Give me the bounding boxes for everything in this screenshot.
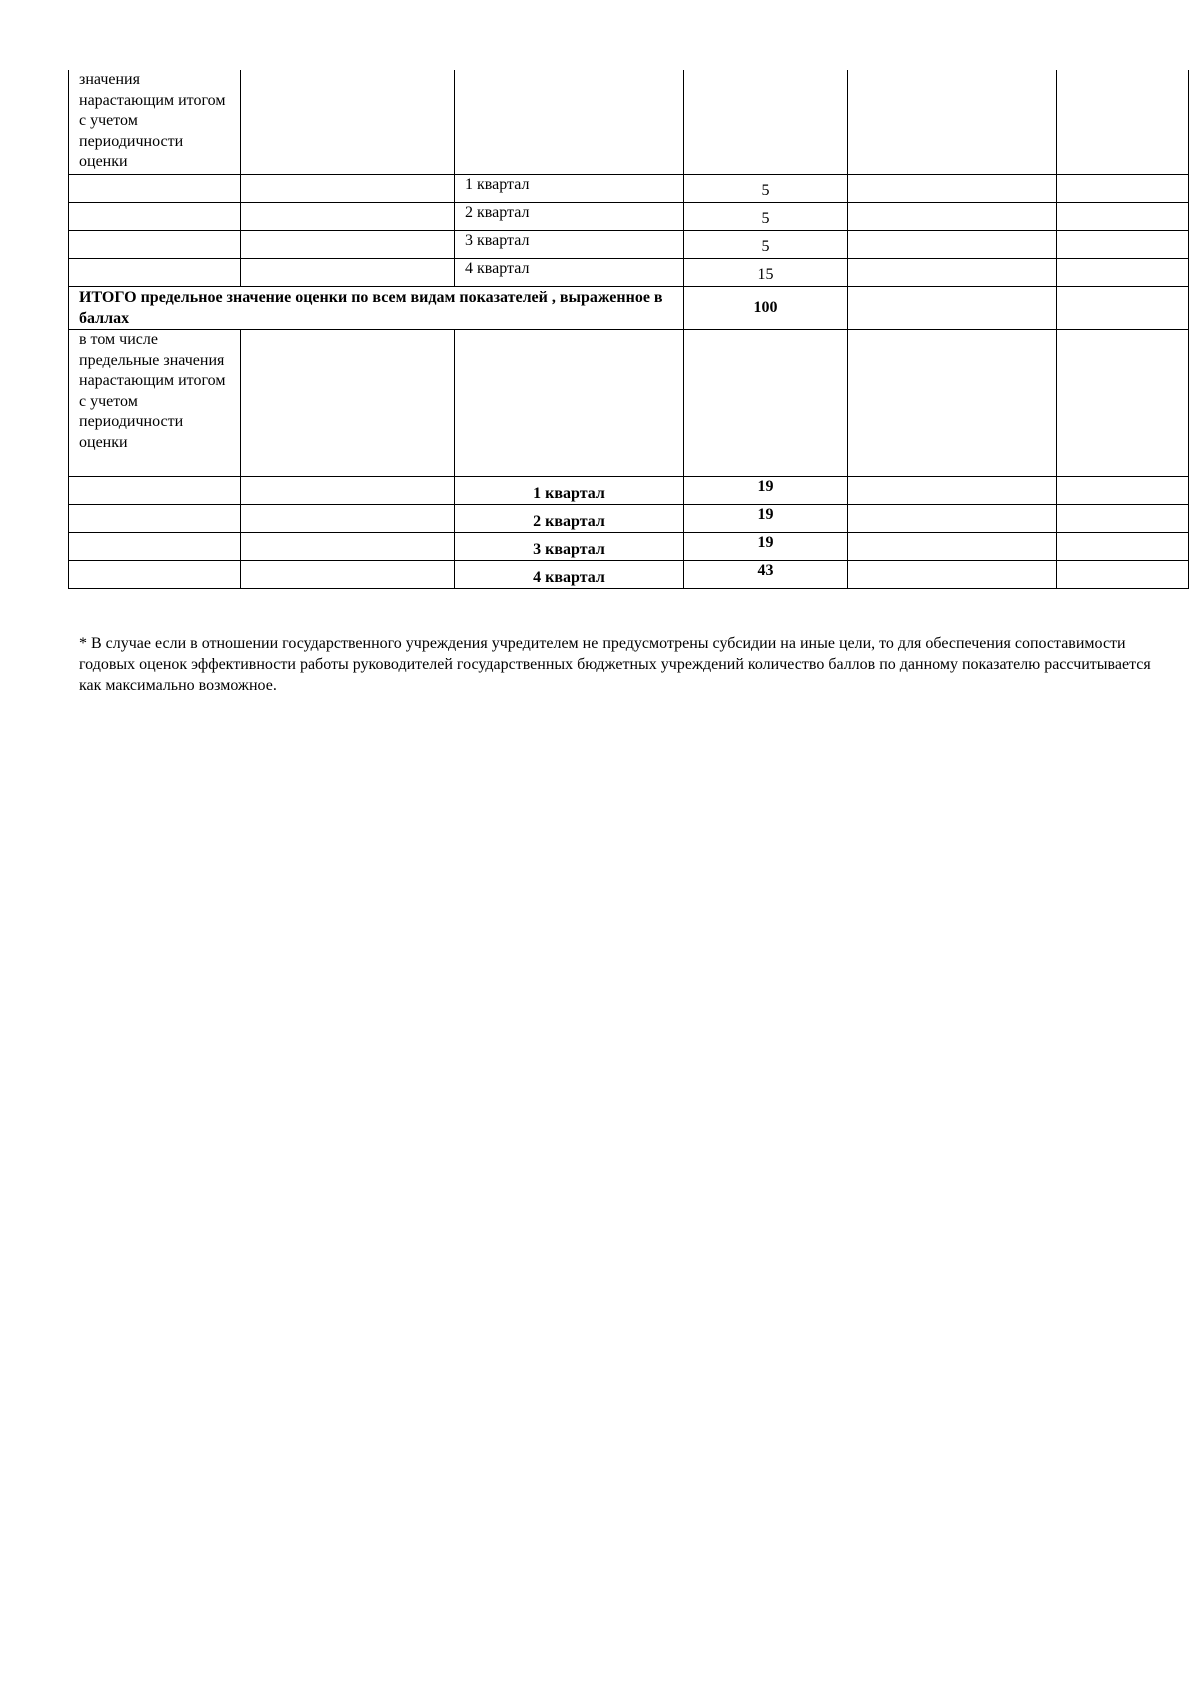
table-row	[69, 561, 1189, 589]
quarter-value: 19	[684, 533, 848, 561]
table-row-continued-label	[69, 70, 1189, 175]
quarter-value: 19	[684, 505, 848, 533]
quarter-value: 19	[684, 477, 848, 505]
quarter-label: 3 квартал	[455, 533, 684, 561]
row-label: значения нарастающим итогом с учетом периодичности оценки	[69, 70, 241, 175]
quarter-value: 5	[684, 175, 848, 203]
quarter-value: 5	[684, 231, 848, 259]
quarter-label: 4 квартал	[455, 259, 684, 287]
quarter-label: 4 квартал	[455, 561, 684, 589]
quarter-label: 1 квартал	[455, 175, 684, 203]
table-row-included-label	[69, 330, 1189, 477]
quarter-value: 5	[684, 203, 848, 231]
quarter-label: 2 квартал	[455, 203, 684, 231]
quarter-value: 15	[684, 259, 848, 287]
table-row	[69, 175, 1189, 203]
row-label: в том числе предельные значения нарастающим итогом с учетом периодичности оценки	[69, 330, 241, 477]
quarter-label: 2 квартал	[455, 505, 684, 533]
quarter-value: 43	[684, 561, 848, 589]
quarter-label: 3 квартал	[455, 231, 684, 259]
table-row	[69, 533, 1189, 561]
table-row	[69, 231, 1189, 259]
assessment-table	[68, 70, 1189, 589]
table-row	[69, 477, 1189, 505]
table-row	[69, 505, 1189, 533]
quarter-label: 1 квартал	[455, 477, 684, 505]
table-row	[69, 259, 1189, 287]
table-row	[69, 203, 1189, 231]
footnote: * В случае если в отношении государственного учреждения учредителем не предусмотрены субсидии на иные цели, то для обеспечения сопоставимости годовых оценок эффективности работы руководителей государственных бюджетных учреждений количество баллов по данному показателю рассчитывается как максимально возможное.	[79, 635, 1151, 694]
total-label: ИТОГО предельное значение оценки по всем видам показателей , выраженное в баллах	[69, 287, 684, 330]
total-value: 100	[684, 287, 848, 330]
table-row-total	[69, 287, 1189, 330]
